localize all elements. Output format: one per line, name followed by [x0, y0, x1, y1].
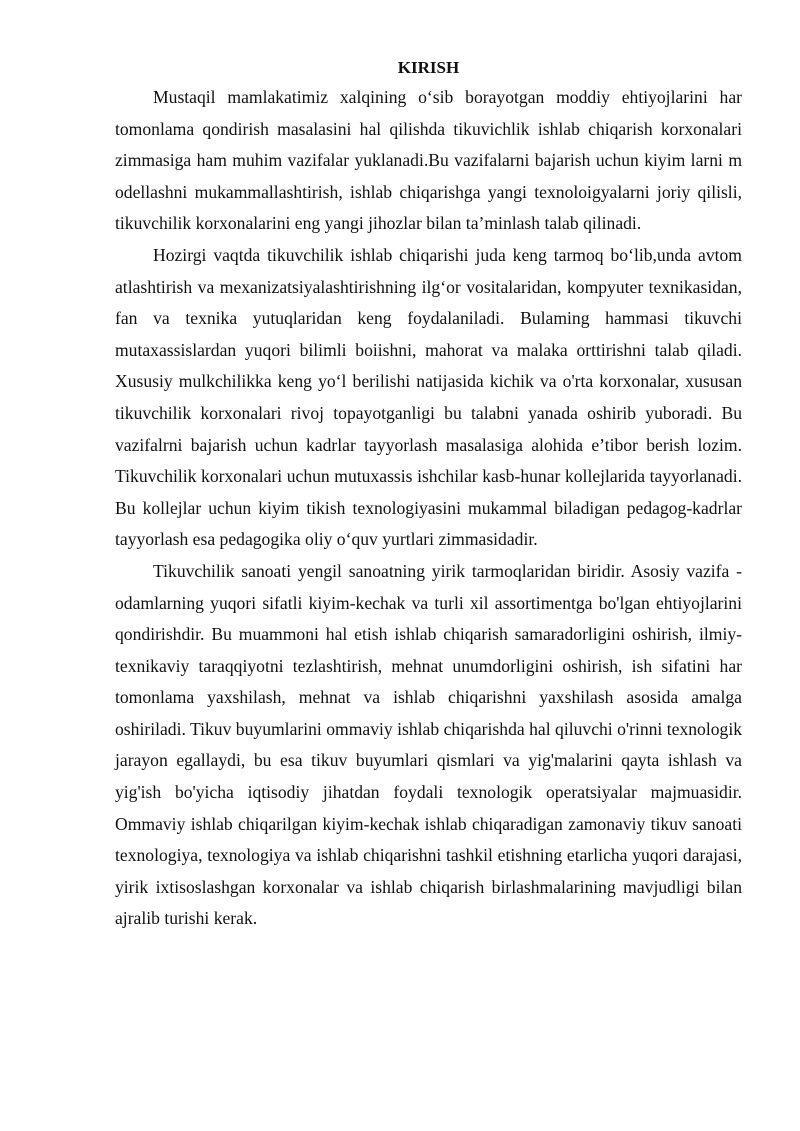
- paragraph-industry: Tikuvchilik sanoati yengil sanoatning yirik tarmoqlaridan biridir. Asosiy vazifa - odamlarning yuqori sifatli kiyim-kechak va turli xil assortimentga bo'lgan ehtiyojlarini qondirishdir. Bu muammoni hal etish ishlab chiqarish samaradorligini oshirish, ilmiy-texnikaviy taraqqiyotni tezlashtirish, mehnat unumdorligini oshirish, ish sifatini har tomonlama yaxshilash, mehnat va ishlab chiqarishni yaxshilash asosida amalga oshiriladi. Tikuv buyumlarini ommaviy ishlab chiqarishda hal qiluvchi o'rinni texnologik jarayon egallaydi, bu esa tikuv buyumlari qismlari va yig'malarini qayta ishlash va yig'ish bo'yicha iqtisodiy jihatdan foydali texnologik operatsiyalar majmuasidir. Ommaviy ishlab chiqarilgan kiyim-kechak ishlab chiqaradigan zamonaviy tikuv sanoati texnologiya, texnologiya va ishlab chiqarishni tashkil etishning etarlicha yuqori darajasi, yirik ixtisoslashgan korxonalar va ishlab chiqarish birlashmalarining mavjudligi bilan ajralib turishi kerak.: [115, 560, 742, 929]
- document-title: KIRISH: [397, 58, 460, 77]
- paragraph-intro: Mustaqil mamlakatimiz xalqining o‘sib borayotgan moddiy ehtiyojlarini har tomonlama qondirish masalasini hal qilishda tikuvichlik ishlab chiqarish korxonalari zimmasiga ham muhim vazifalar yuklanadi.Bu vazifalarni bajarish uchun kiyim larni m odellashni mukammallashtirish, ishlab chiqarishga yangi texnoloigyalarni joriy qilisli, tikuvchilik korxonalarini eng yangi jihozlar bilan ta’minlash talab qilinadi.: [115, 87, 742, 234]
- document-page: [115, 56, 742, 935]
- paragraph-current-state: Hozirgi vaqtda tikuvchilik ishlab chiqarishi juda keng tarmoq bo‘lib,unda avtom atlashtirish va mexanizatsiyalashtirishning ilg‘or vositalaridan, kompyuter texnikasidan, fan va texnika yutuqlaridan keng foydalaniladi. Bulaming hammasi tikuvchi mutaxassislardan yuqori bilimli boiishni, mahorat va malaka orttirishni talab qiladi. Xususiy mulkchilikka keng yo‘l berilishi natijasida kichik va o'rta korxonalar, xususan tikuvchilik korxonalari rivoj topayotganligi bu talabni yanada oshirib yuboradi. Bu vazifalrni bajarish uchun kadrlar tayyorlash masalasiga alohida e’tibor berish lozim. Tikuvchilik korxonalari uchun mutuxassis ishchilar kasb-hunar kollejlarida tayyorlanadi. Bu kollejlar uchun kiyim tikish texnologiyasini mukammal biladigan pedagog-kadrlar tayyorlash esa pedagogika oliy o‘quv yurtlari zimmasidadir.: [115, 244, 742, 550]
